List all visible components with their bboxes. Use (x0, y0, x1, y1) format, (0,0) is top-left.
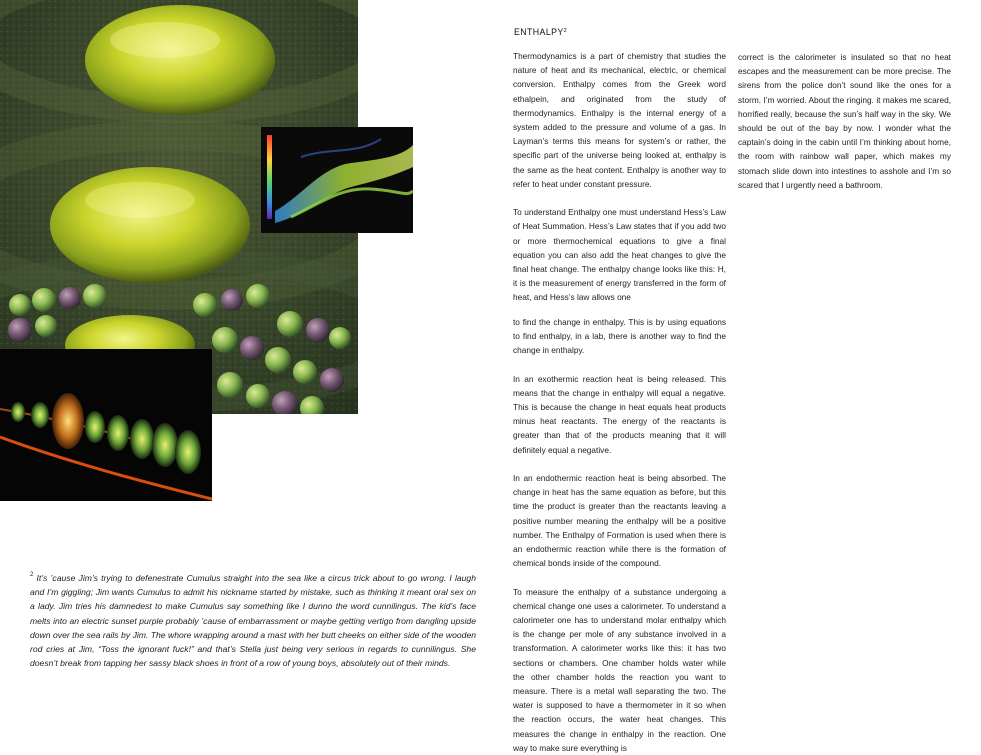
left-text-column (513, 49, 726, 755)
paragraph-exothermic: In an exothermic reaction heat is being released. This means that the change in enthalpy will equal a negative. This is because the change in heat equals heat products minus heat reactants. The energy of the reactants is greater than that of the products meaning that it will definitely equal a negative. (513, 373, 726, 455)
surface-plot-image (261, 127, 413, 233)
footnote-marker: 2 (30, 572, 34, 578)
footnote (30, 571, 476, 670)
paragraph-endothermic: In an endothermic reaction heat is being absorbed. The change in heat has the same equation as before, but this time the product is greater than the reactants leaving a positive number meaning the enthalpy will be a positive number. The Enthalpy of Formation is used when there is an endothermic reaction while there is the formation of chemical bonds inside of the compound. (513, 473, 726, 569)
article-title-text: ENTHALPY (514, 27, 564, 37)
particle-beam-image (0, 349, 212, 501)
paragraph-hess-law-continued: to find the change in enthalpy. This is by using equations to find enthalpy, in a lab, there is another way to find the change in enthalpy. (513, 316, 726, 356)
footnote-text: It’s ’cause Jim’s trying to defenestrate Cumulus straight into the sea like a circus trick about to go wrong. I laugh and I’m giggling; Jim wants Cumulus to admit his nickname started by mistake, such as thinking it meant oral sex on a lady. Jim tries his damnedest to make Cumulus say something like I dunno the word cunnilingus. The kid’s face melts into an electric sunset purple probably ’cause of embarrassment or maybe getting vertigo from dangling upside down over the sea rails by Jim. The whore wrapping around a mast with her butt cheeks on either side of the wooden rod cries at Jim, “Toss the ignorant fuck!” and that’s Stella just being very serious in regards to cunnilingus. She doesn’t break from tapping her sassy black shoes in front of a row of young boys, absolutely out of their minds. (30, 573, 476, 669)
paragraph-intro: Thermodynamics is a part of chemistry that studies the nature of heat and its mechanical, electric, or chemical conversion. Enthalpy comes from the Greek word ethalpein, and originated from the study of thermodynamics. Enthalpy is the internal energy of a system added to the pressure and volume of a gas. In Layman’s terms this means for system’s or rather, the specific part of the universe being looked at, enthalpy is the same as the heat content. Enthalpy is another way to refer to heat under constant pressure. (513, 51, 726, 189)
paragraph-continuation: correct is the calorimeter is insulated so that no heat escapes and the measurement can be more precise. The sirens from the police don’t sound like the ones for a storm. I’m worried. About the ringing. it makes me scared, horrified really, because the sun’s half way in the sky. We should be out of the bay by now. I wonder what the captain’s doing in the cabin until I’m thinking about home, the room with rainbow wall paper, which makes my stomach slide down into intestines to asshole and I’m so scared that I urgently need a bathroom. (738, 52, 951, 190)
paragraph-calorimeter: To measure the enthalpy of a substance undergoing a chemical change one uses a calorimeter. To understand a calorimeter one has to understand molar enthalpy which is the change per mole of any substance involved in a transformation. A calorimeter works like this: it has two sections or chambers. One chamber holds water while the other chamber holds the reaction you want to measure. There is a metal wall separating the two. The water is supposed to have a thermometer in it so when the reaction occurs, the water heat changes. This measures the change in enthalpy in the reaction. One way to make sure everything is (513, 586, 726, 753)
article-title (514, 27, 567, 37)
right-text-column (738, 50, 951, 192)
title-footnote-marker: 2 (563, 28, 568, 34)
paragraph-hess-law: To understand Enthalpy one must understand Hess’s Law of Heat Summation. Hess’s Law states that if you add two or more thermochemical equations to give a final equation you can also add the heat changes to give the final heat change. The enthalpy change looks like this: H, it is the measurement of energy transferred in the form of heat, and Hess’s law allows one (513, 207, 726, 303)
